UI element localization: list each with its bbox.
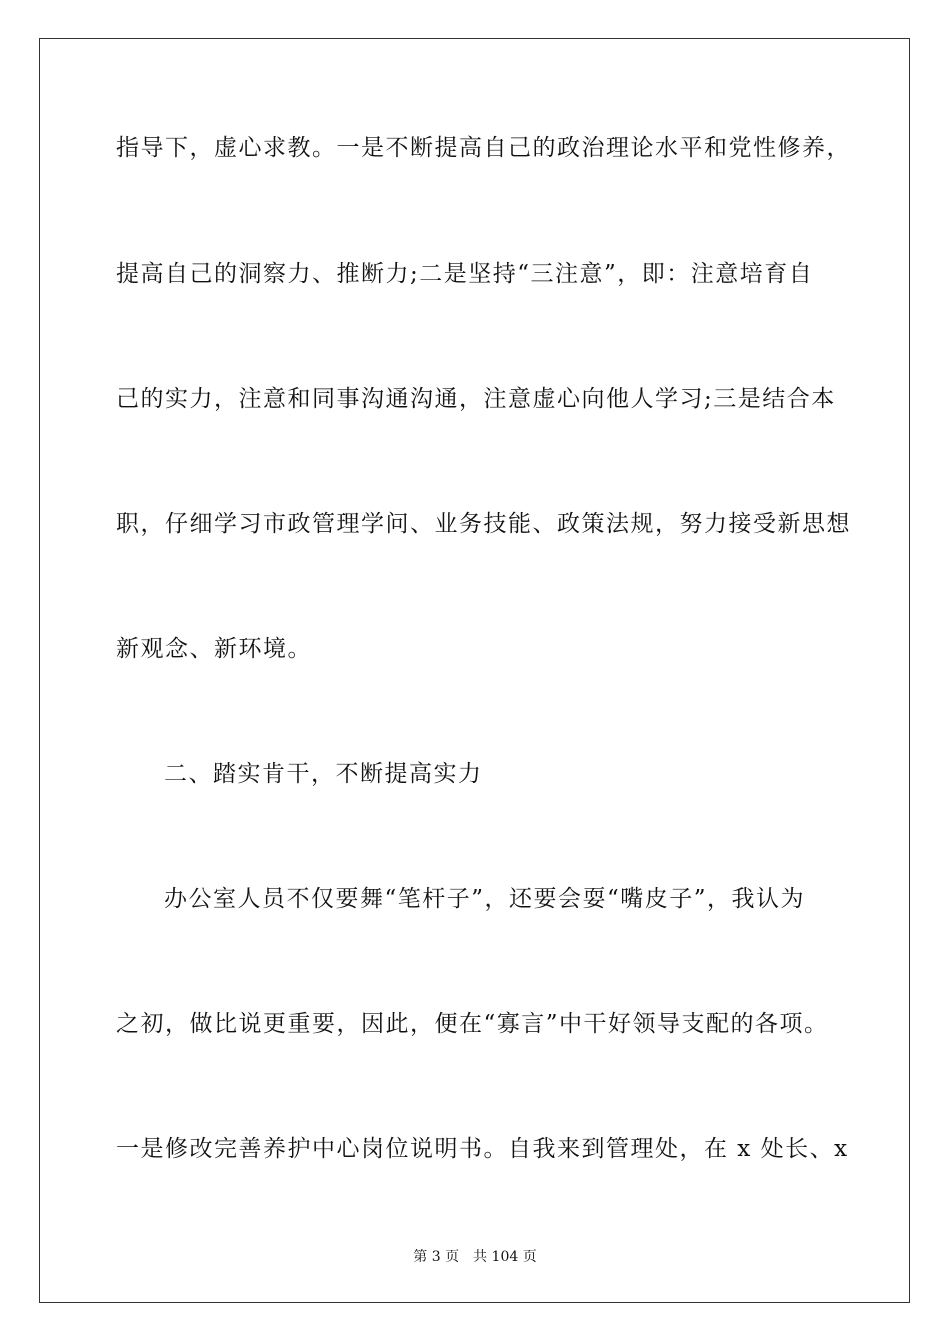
page-total: 共 104 页 [473,1249,537,1265]
paragraph-line: 己的实力，注意和同事沟通沟通，注意虚心向他人学习;三是结合本 [116,386,836,412]
page-footer [0,1248,950,1266]
page-border [39,38,910,1303]
paragraph-line: 职，仔细学习市政管理学问、业务技能、政策法规，努力接受新思想 [116,511,851,537]
paragraph-line: 提高自己的洞察力、推断力;二是坚持“三注意”，即：注意培育自 [116,261,814,287]
paragraph-line: 指导下，虚心求教。一是不断提高自己的政治理论水平和党性修养， [116,135,851,161]
paragraph-line: 办公室人员不仅要舞“笔杆子”，还要会耍“嘴皮子”，我认为 [164,886,806,912]
page-number: 第 3 页 [413,1249,460,1265]
section-heading: 二、踏实肯干，不断提高实力 [164,761,483,787]
paragraph-line: 之初，做比说更重要，因此，便在“寡言”中干好领导支配的各项。 [116,1011,829,1037]
paragraph-line: 新观念、新环境。 [116,636,312,662]
paragraph-line: 一是修改完善养护中心岗位说明书。自我来到管理处，在 x 处长、x [116,1136,849,1162]
